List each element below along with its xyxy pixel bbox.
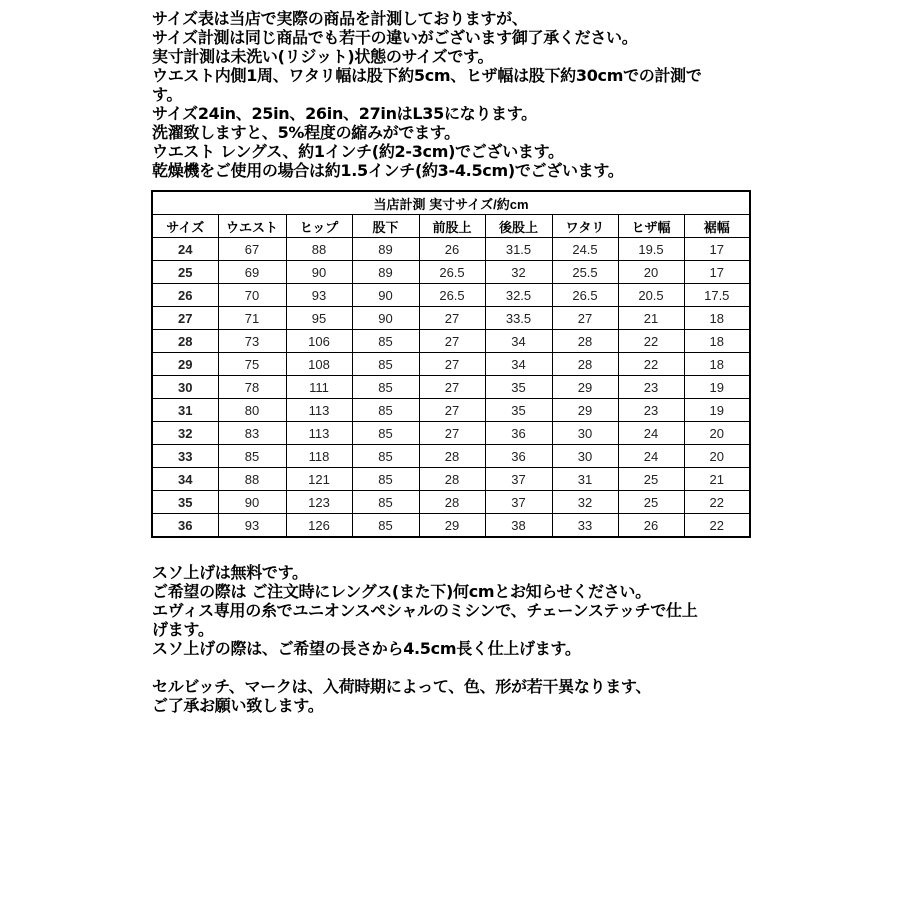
table-header-row <box>152 215 750 238</box>
size-cell: 29 <box>152 353 218 376</box>
table-row <box>152 376 750 399</box>
measurement-cell: 36 <box>485 422 552 445</box>
measurement-cell: 31.5 <box>485 238 552 261</box>
note-line: ウエスト レングス、約1インチ(約2-3cm)でございます。 <box>152 142 564 161</box>
measurement-cell: 71 <box>218 307 286 330</box>
measurement-cell: 25 <box>618 491 684 514</box>
measurement-cell: 75 <box>218 353 286 376</box>
measurement-cell: 106 <box>286 330 352 353</box>
size-cell: 33 <box>152 445 218 468</box>
note-line: げます。 <box>152 620 214 639</box>
measurement-cell: 85 <box>352 376 419 399</box>
note-line: 乾燥機をご使用の場合は約1.5インチ(約3-4.5cm)でございます。 <box>152 161 624 180</box>
measurement-cell: 126 <box>286 514 352 538</box>
note-line <box>152 658 752 677</box>
measurement-cell: 26.5 <box>419 284 485 307</box>
table-row <box>152 399 750 422</box>
measurement-cell: 111 <box>286 376 352 399</box>
table-row <box>152 468 750 491</box>
measurement-cell: 27 <box>419 399 485 422</box>
measurement-cell: 35 <box>485 399 552 422</box>
measurement-cell: 21 <box>618 307 684 330</box>
measurement-cell: 29 <box>419 514 485 538</box>
note-line: エヴィス専用の糸でユニオンスペシャルのミシンで、チェーンステッチで仕上 <box>152 601 698 620</box>
measurement-cell: 22 <box>684 514 750 538</box>
measurement-cell: 31 <box>552 468 618 491</box>
note-line: 実寸計測は未洗い(リジット)状態のサイズです。 <box>152 47 494 66</box>
table-row <box>152 422 750 445</box>
measurement-cell: 85 <box>352 514 419 538</box>
table-title: 当店計測 実寸サイズ/約cm <box>152 191 750 215</box>
measurement-cell: 23 <box>618 376 684 399</box>
measurement-cell: 27 <box>419 376 485 399</box>
note-line: ウエスト内側1周、ワタリ幅は股下約5cm、ヒザ幅は股下約30cmでの計測で <box>152 66 702 85</box>
measurement-cell: 20 <box>684 422 750 445</box>
measurement-cell: 19.5 <box>618 238 684 261</box>
measurement-cell: 32.5 <box>485 284 552 307</box>
measurement-cell: 20 <box>618 261 684 284</box>
size-table <box>151 190 751 538</box>
measurement-cell: 118 <box>286 445 352 468</box>
measurement-cell: 95 <box>286 307 352 330</box>
size-cell: 35 <box>152 491 218 514</box>
size-cell: 34 <box>152 468 218 491</box>
measurement-cell: 33.5 <box>485 307 552 330</box>
note-line: スソ上げは無料です。 <box>152 563 308 582</box>
measurement-cell: 85 <box>352 399 419 422</box>
measurement-cell: 85 <box>218 445 286 468</box>
size-cell: 25 <box>152 261 218 284</box>
measurement-cell: 90 <box>218 491 286 514</box>
note-line: サイズ24in、25in、26in、27inはL35になります。 <box>152 104 537 123</box>
measurement-cell: 34 <box>485 330 552 353</box>
table-row <box>152 238 750 261</box>
measurement-cell: 25.5 <box>552 261 618 284</box>
measurement-cell: 83 <box>218 422 286 445</box>
column-header: ワタリ <box>552 215 618 238</box>
measurement-cell: 24 <box>618 422 684 445</box>
measurement-cell: 28 <box>552 330 618 353</box>
note-line: ご希望の際は ご注文時にレングス(また下)何cmとお知らせください。 <box>152 582 651 601</box>
measurement-cell: 90 <box>286 261 352 284</box>
column-header: ウエスト <box>218 215 286 238</box>
measurement-cell: 123 <box>286 491 352 514</box>
measurement-cell: 90 <box>352 307 419 330</box>
column-header: 前股上 <box>419 215 485 238</box>
alteration-notes <box>152 563 752 715</box>
measurement-cell: 20.5 <box>618 284 684 307</box>
measurement-cell: 20 <box>684 445 750 468</box>
measurement-cell: 73 <box>218 330 286 353</box>
measurement-cell: 38 <box>485 514 552 538</box>
size-cell: 24 <box>152 238 218 261</box>
note-line: セルビッチ、マークは、入荷時期によって、色、形が若干異なります、 <box>152 677 652 696</box>
measurement-cell: 35 <box>485 376 552 399</box>
measurement-cell: 108 <box>286 353 352 376</box>
measurement-cell: 78 <box>218 376 286 399</box>
measurement-cell: 113 <box>286 422 352 445</box>
column-header: 後股上 <box>485 215 552 238</box>
measurement-cell: 70 <box>218 284 286 307</box>
table-row <box>152 514 750 538</box>
measurement-cell: 67 <box>218 238 286 261</box>
table-row <box>152 307 750 330</box>
measurement-cell: 32 <box>485 261 552 284</box>
measurement-cell: 90 <box>352 284 419 307</box>
measurement-cell: 18 <box>684 353 750 376</box>
note-line: サイズ計測は同じ商品でも若干の違いがございます御了承ください。 <box>152 28 638 47</box>
measurement-cell: 33 <box>552 514 618 538</box>
measurement-cell: 85 <box>352 330 419 353</box>
measurement-cell: 19 <box>684 399 750 422</box>
note-line: す。 <box>152 85 183 104</box>
note-line: スソ上げの際は、ご希望の長さから4.5cm長く仕上げます。 <box>152 639 581 658</box>
measurement-cell: 34 <box>485 353 552 376</box>
measurement-cell: 27 <box>552 307 618 330</box>
measurement-cell: 80 <box>218 399 286 422</box>
column-header: 裾幅 <box>684 215 750 238</box>
size-cell: 27 <box>152 307 218 330</box>
measurement-cell: 85 <box>352 491 419 514</box>
measurement-cell: 28 <box>419 468 485 491</box>
column-header: ヒザ幅 <box>618 215 684 238</box>
measurement-cell: 85 <box>352 445 419 468</box>
measurement-cell: 37 <box>485 491 552 514</box>
measurement-cell: 85 <box>352 353 419 376</box>
table-row <box>152 261 750 284</box>
table-row <box>152 491 750 514</box>
measurement-cell: 85 <box>352 468 419 491</box>
measurement-cell: 113 <box>286 399 352 422</box>
measurement-cell: 29 <box>552 399 618 422</box>
measurement-cell: 88 <box>286 238 352 261</box>
size-notes-top <box>152 9 752 180</box>
measurement-cell: 24.5 <box>552 238 618 261</box>
measurement-cell: 26 <box>618 514 684 538</box>
note-line: サイズ表は当店で実際の商品を計測しておりますが、 <box>152 9 528 28</box>
measurement-cell: 32 <box>552 491 618 514</box>
table-body <box>152 238 750 538</box>
measurement-cell: 23 <box>618 399 684 422</box>
measurement-cell: 27 <box>419 330 485 353</box>
size-cell: 31 <box>152 399 218 422</box>
measurement-cell: 17 <box>684 261 750 284</box>
note-line: ご了承お願い致します。 <box>152 696 324 715</box>
measurement-cell: 69 <box>218 261 286 284</box>
size-cell: 32 <box>152 422 218 445</box>
measurement-cell: 25 <box>618 468 684 491</box>
measurement-cell: 89 <box>352 261 419 284</box>
measurement-cell: 93 <box>286 284 352 307</box>
measurement-cell: 24 <box>618 445 684 468</box>
size-cell: 28 <box>152 330 218 353</box>
measurement-cell: 29 <box>552 376 618 399</box>
measurement-cell: 26.5 <box>419 261 485 284</box>
measurement-cell: 27 <box>419 307 485 330</box>
measurement-cell: 18 <box>684 307 750 330</box>
size-chart <box>151 190 749 539</box>
measurement-cell: 85 <box>352 422 419 445</box>
measurement-cell: 21 <box>684 468 750 491</box>
measurement-cell: 17 <box>684 238 750 261</box>
column-header: 股下 <box>352 215 419 238</box>
size-cell: 36 <box>152 514 218 538</box>
measurement-cell: 22 <box>618 353 684 376</box>
measurement-cell: 19 <box>684 376 750 399</box>
measurement-cell: 17.5 <box>684 284 750 307</box>
column-header: サイズ <box>152 215 218 238</box>
measurement-cell: 27 <box>419 422 485 445</box>
table-row <box>152 445 750 468</box>
size-cell: 26 <box>152 284 218 307</box>
note-line: 洗濯致しますと、5%程度の縮みがでます。 <box>152 123 460 142</box>
measurement-cell: 30 <box>552 422 618 445</box>
column-header: ヒップ <box>286 215 352 238</box>
measurement-cell: 36 <box>485 445 552 468</box>
measurement-cell: 22 <box>618 330 684 353</box>
measurement-cell: 88 <box>218 468 286 491</box>
measurement-cell: 26 <box>419 238 485 261</box>
table-row <box>152 353 750 376</box>
measurement-cell: 121 <box>286 468 352 491</box>
measurement-cell: 22 <box>684 491 750 514</box>
measurement-cell: 18 <box>684 330 750 353</box>
measurement-cell: 28 <box>552 353 618 376</box>
measurement-cell: 37 <box>485 468 552 491</box>
measurement-cell: 28 <box>419 491 485 514</box>
table-row <box>152 284 750 307</box>
size-cell: 30 <box>152 376 218 399</box>
measurement-cell: 28 <box>419 445 485 468</box>
measurement-cell: 30 <box>552 445 618 468</box>
measurement-cell: 89 <box>352 238 419 261</box>
measurement-cell: 93 <box>218 514 286 538</box>
table-row <box>152 330 750 353</box>
measurement-cell: 26.5 <box>552 284 618 307</box>
measurement-cell: 27 <box>419 353 485 376</box>
